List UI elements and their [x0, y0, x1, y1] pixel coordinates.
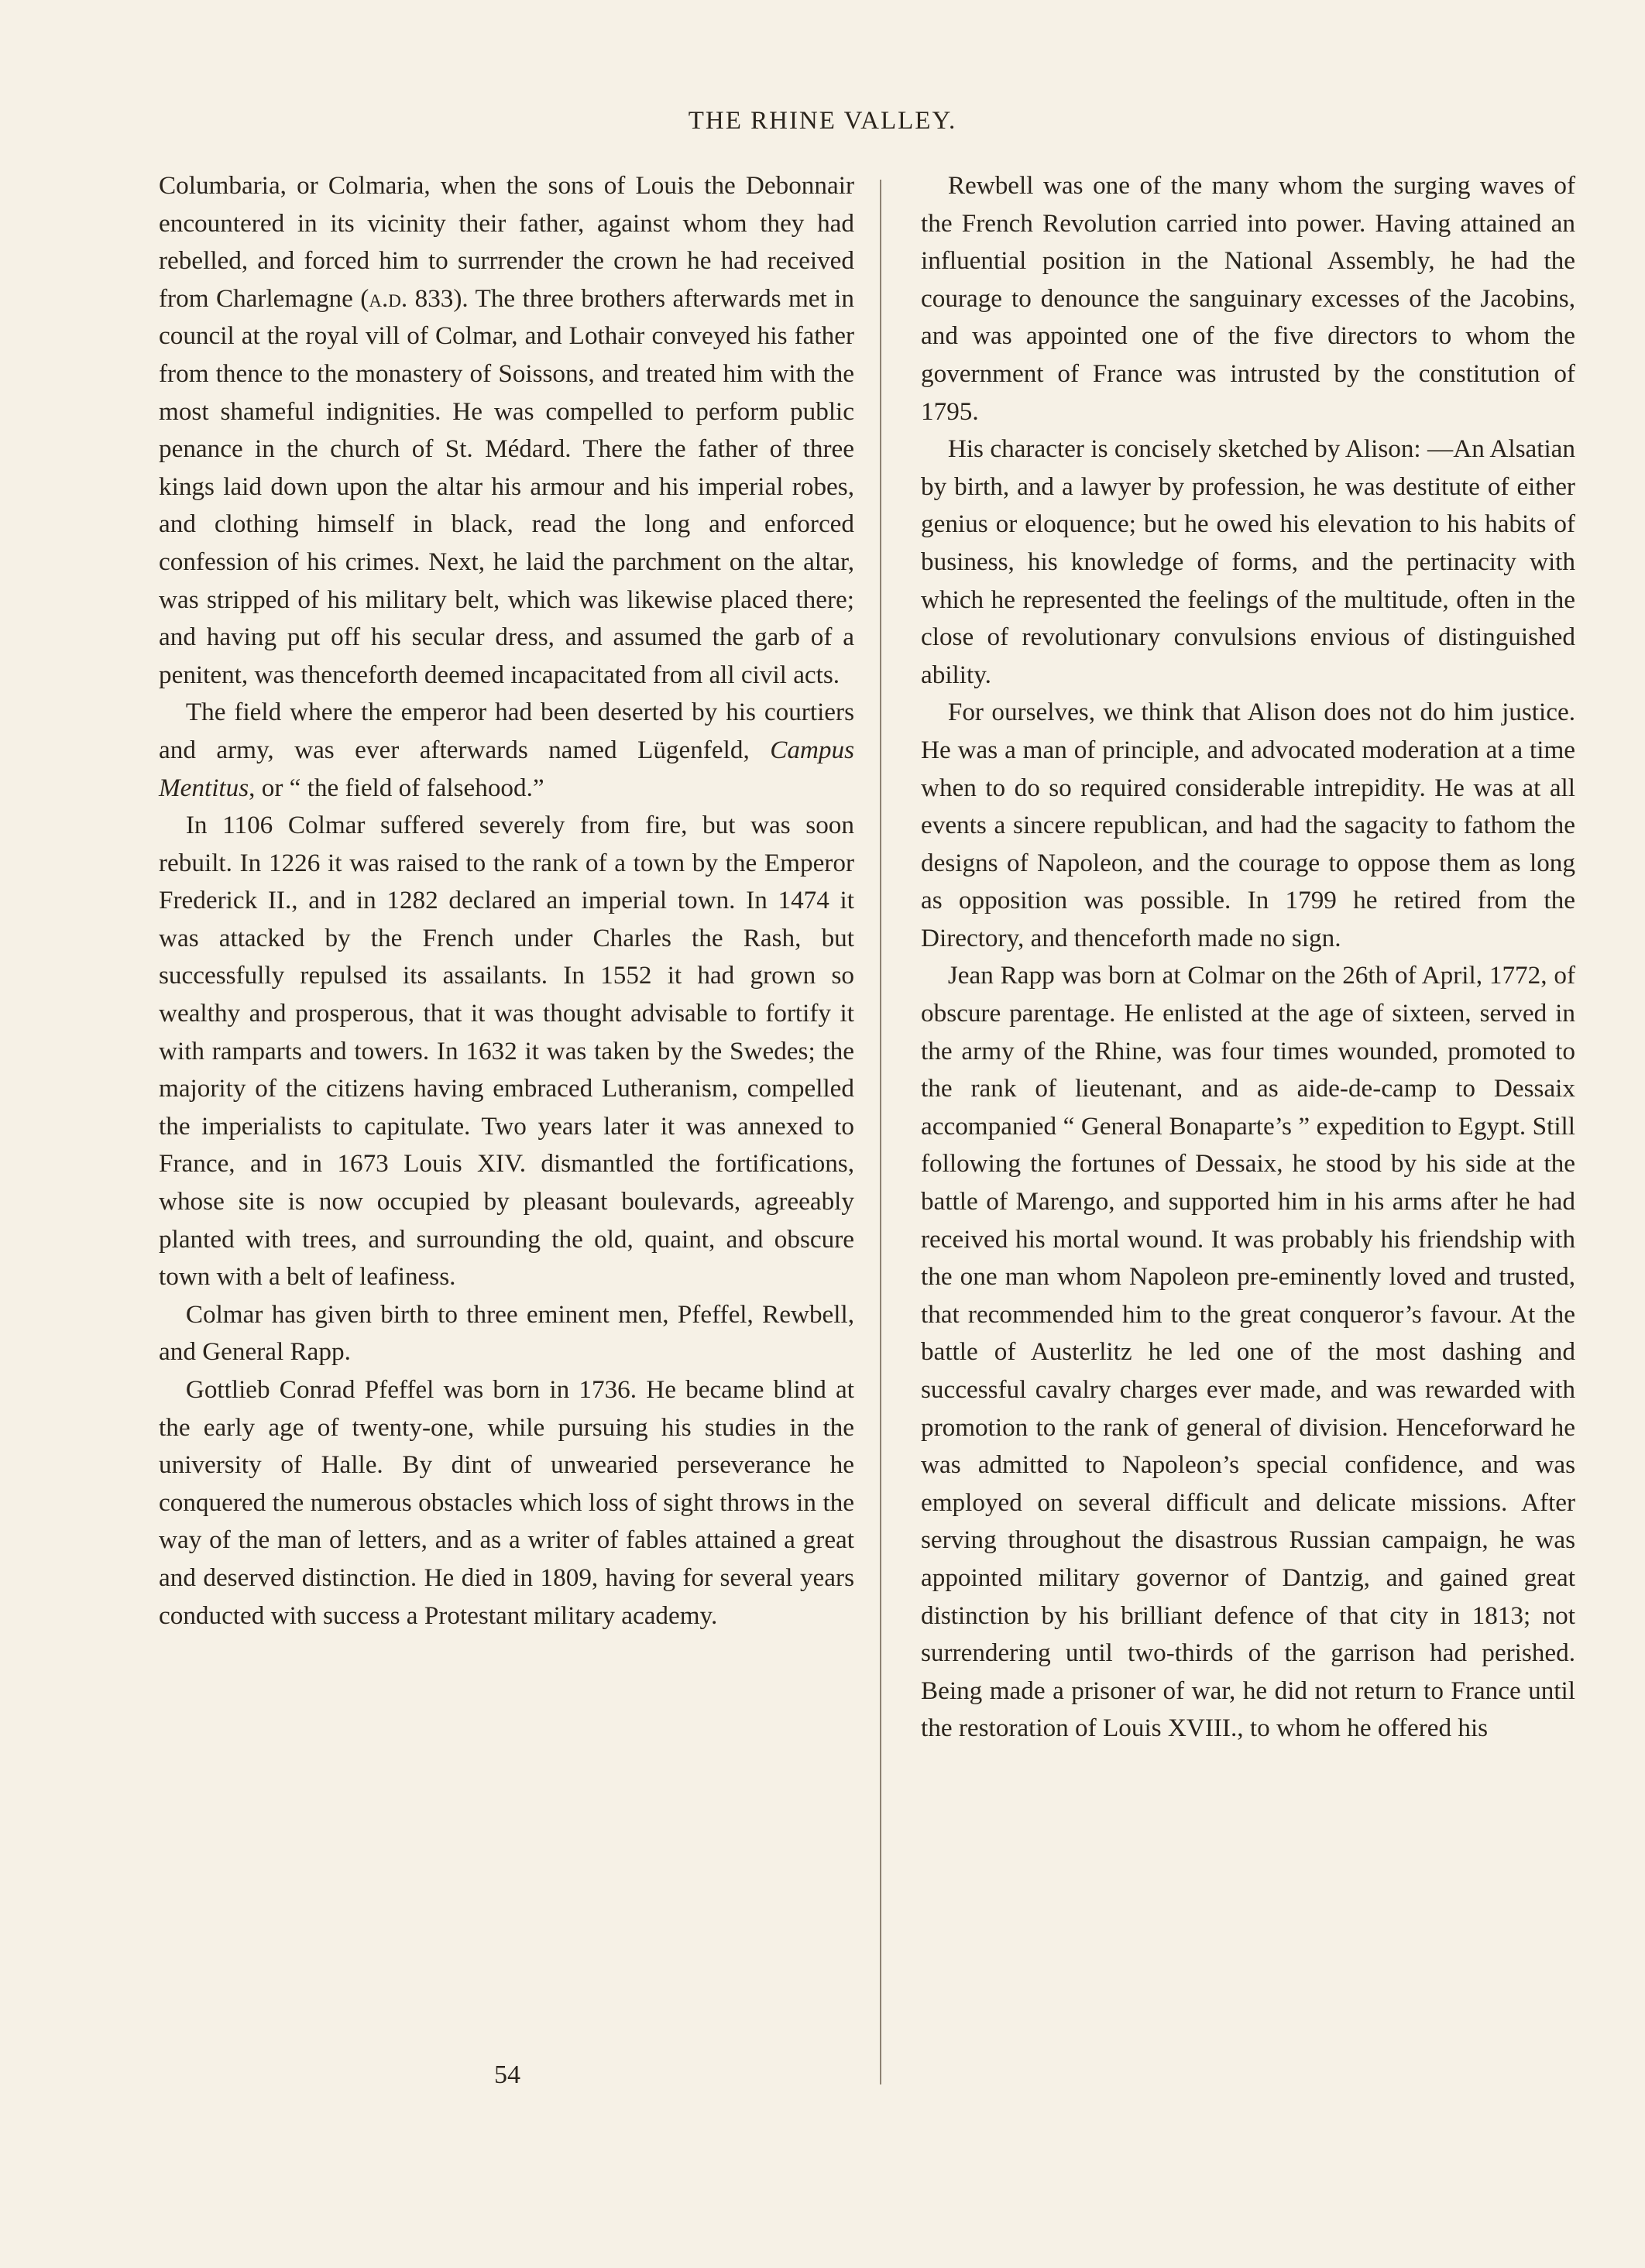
paragraph-colmar-origin [159, 167, 854, 694]
paragraph-rewbell-assessment: For ourselves, we think that Alison does not do him justice. He was a man of principle, and advocated moderation at a time when to do so required considerable intrepidity. He was at all events a sincere republican, and had the sagacity to fathom the designs of Napoleon, and the courage to oppose them as long as opposition was possible. In 1799 he retired from the Directory, and thenceforth made no sign. [921, 698, 1575, 952]
paragraph-eminent-men: Colmar has given birth to three eminent men, Pfeffel, Rewbell, and General Rapp. [159, 1299, 854, 1367]
paragraph-text: Columbaria, or Colmaria, when the sons of Louis the Debonnair encountered in its vicinity their father, against whom they had rebelled, and forced him to surrrender the crown he had received from Charlemagne ( [159, 171, 854, 313]
paragraph-text: , or “ the field of falsehood.” [249, 773, 544, 802]
running-head: THE RHINE VALLEY. [688, 107, 957, 135]
right-column [921, 167, 1575, 1748]
paragraph-field-of-falsehood [159, 694, 854, 807]
paragraph-rewbell: Rewbell was one of the many whom the surging waves of the French Revolution carried into power. Having attained an influential position in the National Assembly, he had the courage to denounce the sanguinary excesses of the Jacobins, and was appointed one of the five directors to whom the government of France was intrusted by the constitution of 1795. [921, 171, 1575, 426]
paragraph-text: 833). The three brothers afterwards met in council at the royal vill of Colmar, and Lothair conveyed his father from thence to the monastery of Soissons, and treated him with the most shameful indignities. He was compelled to perform public penance in the church of St. Médard. There the father of three kings laid down upon the altar his armour and his imperial robes, and clothing himself in black, read the long and enforced confession of his crimes. Next, he laid the parchment on the altar, was stripped of his military belt, which was likewise placed there; and having put off his secular dress, and assumed the garb of a penitent, was thenceforth deemed incapacitated from all civil acts. [159, 283, 854, 689]
paragraph-text: The field where the emperor had been deserted by his courtiers and army, was ever afterwards named Lügenfeld, [159, 698, 854, 764]
latin-name: Campus Mentitus [159, 735, 854, 802]
left-column [159, 167, 854, 1635]
column-divider [880, 180, 881, 2084]
paragraph-rapp: Jean Rapp was born at Colmar on the 26th of April, 1772, of obscure parentage. He enlisted at the age of sixteen, served in the army of the Rhine, was four times wounded, promoted to the rank of lieutenant, and as aide-de-camp to Dessaix accompanied “ General Bonaparte’s ” expedition to Egypt. Still following the fortunes of Dessaix, he stood by his side at the battle of Marengo, and supported him in his arms after he had received his mortal wound. It was probably his friendship with the one man whom Napoleon pre-eminently loved and trusted, that recommended him to the great conqueror’s favour. At the battle of Austerlitz he led one of the most dashing and successful cavalry charges ever made, and was rewarded with promotion to the rank of general of division. Henceforward he was admitted to Napoleon’s special confidence, and was employed on several difficult and delicate missions. After serving throughout the disastrous Russian campaign, he was appointed military governor of Dantzig, and gained great distinction by his brilliant defence of that city in 1813; not surrendering until two-thirds of the garrison had perished. Being made a prisoner of war, he did not return to France until the restoration of Louis XVIII., to whom he offered his [921, 961, 1575, 1743]
era-abbreviation: a.d. [369, 283, 408, 313]
paragraph-alison-quote: His character is concisely sketched by Alison: —An Alsatian by birth, and a lawyer by profession, he was destitute of either genius or eloquence; but he owed his elevation to his habits of business, his knowledge of forms, and the pertinacity with which he represented the feelings of the multitude, often in the close of revolutionary convulsions envious of distinguished ability. [921, 434, 1575, 689]
paragraph-colmar-history: In 1106 Colmar suffered severely from fire, but was soon rebuilt. In 1226 it was raised to the rank of a town by the Emperor Frederick II., and in 1282 declared an imperial town. In 1474 it was attacked by the French under Charles the Rash, but successfully repulsed its assailants. In 1552 it had grown so wealthy and prosperous, that it was thought advisable to fortify it with ramparts and towers. In 1632 it was taken by the Swedes; the majority of the citizens having embraced Lutheranism, compelled the imperialists to capitulate. Two years later it was annexed to France, and in 1673 Louis XIV. dismantled the fortifications, whose site is now occupied by pleasant boulevards, agreeably planted with trees, and surrounding the old, quaint, and obscure town with a belt of leafiness. [159, 811, 854, 1292]
page-number: 54 [494, 2060, 520, 2089]
paragraph-pfeffel: Gottlieb Conrad Pfeffel was born in 1736. He became blind at the early age of twenty-one, while pursuing his studies in the university of Halle. By dint of unwearied perseverance he conquered the numerous obstacles which loss of sight throws in the way of the man of letters, and as a writer of fables attained a great and deserved distinction. He died in 1809, having for several years conducted with success a Protestant military academy. [159, 1375, 854, 1630]
